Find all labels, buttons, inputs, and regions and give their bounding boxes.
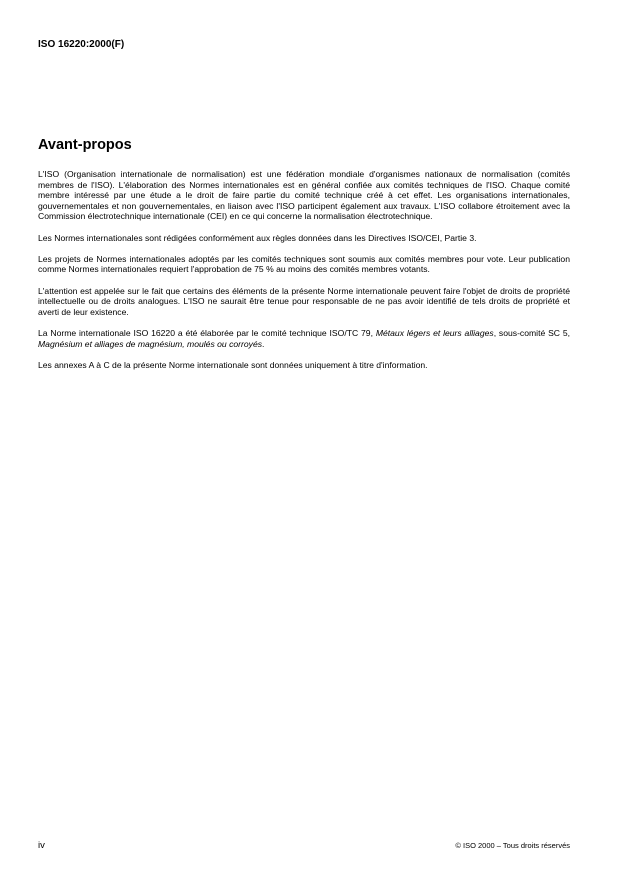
tc-text-intro: La Norme internationale ISO 16220 a été élaborée par le comité technique ISO/TC 79,	[38, 327, 376, 338]
page-title: Avant-propos	[38, 137, 132, 153]
tc-title: Métaux légers et leurs alliages	[375, 327, 494, 338]
paragraph-annexes: Les annexes A à C de la présente Norme internationale sont données uniquement à titre d'information.	[38, 359, 428, 370]
sc-text: , sous-comité SC 5,	[493, 327, 571, 338]
paragraph-directives: Les Normes internationales sont rédigées conformément aux règles données dans les Directives ISO/CEI, Partie 3.	[38, 232, 477, 243]
copyright-notice: © ISO 2000 – Tous droits réservés	[455, 841, 570, 850]
paragraph-voting: Les projets de Normes internationales adoptés par les comités techniques sont soumis aux comités membres pour vote. Leur publication comme Normes internationales requiert l'approbation de 75 % au moins des comités membres votants.	[38, 253, 570, 275]
paragraph-iso-organisation: L'ISO (Organisation internationale de normalisation) est une fédération mondiale d'organismes nationaux de normalisation (comités membres de l'ISO). L'élaboration des Normes internationales est en général confiée aux comités techniques de l'ISO. Chaque comité membre intéressé par une étude a le droit de faire partie du comité technique créé à cet effet. Les organisations internationales, gouvernementales et non gouvernementales, en liaison avec l'ISO participent également aux travaux. L'ISO collabore étroitement avec la Commission électrotechnique internationale (CEI) en ce qui concerne la normalisation électrotechnique.	[38, 169, 570, 222]
document-id-header: ISO 16220:2000(F)	[38, 39, 125, 50]
foreword-body	[38, 169, 570, 381]
paragraph-patent-rights: L'attention est appelée sur le fait que certains des éléments de la présente Norme internationale peuvent faire l'objet de droits de propriété intellectuelle ou de droits analogues. L'ISO ne saurait être tenue pour responsable de ne pas avoir identifié de tels droits de propriété et averti de leur existence.	[38, 285, 570, 317]
tc-text-end: .	[262, 338, 265, 349]
paragraph-technical-committee	[38, 328, 570, 349]
page-number: iv	[38, 840, 45, 851]
sc-title: Magnésium et alliages de magnésium, moulés ou corroyés	[38, 338, 263, 349]
